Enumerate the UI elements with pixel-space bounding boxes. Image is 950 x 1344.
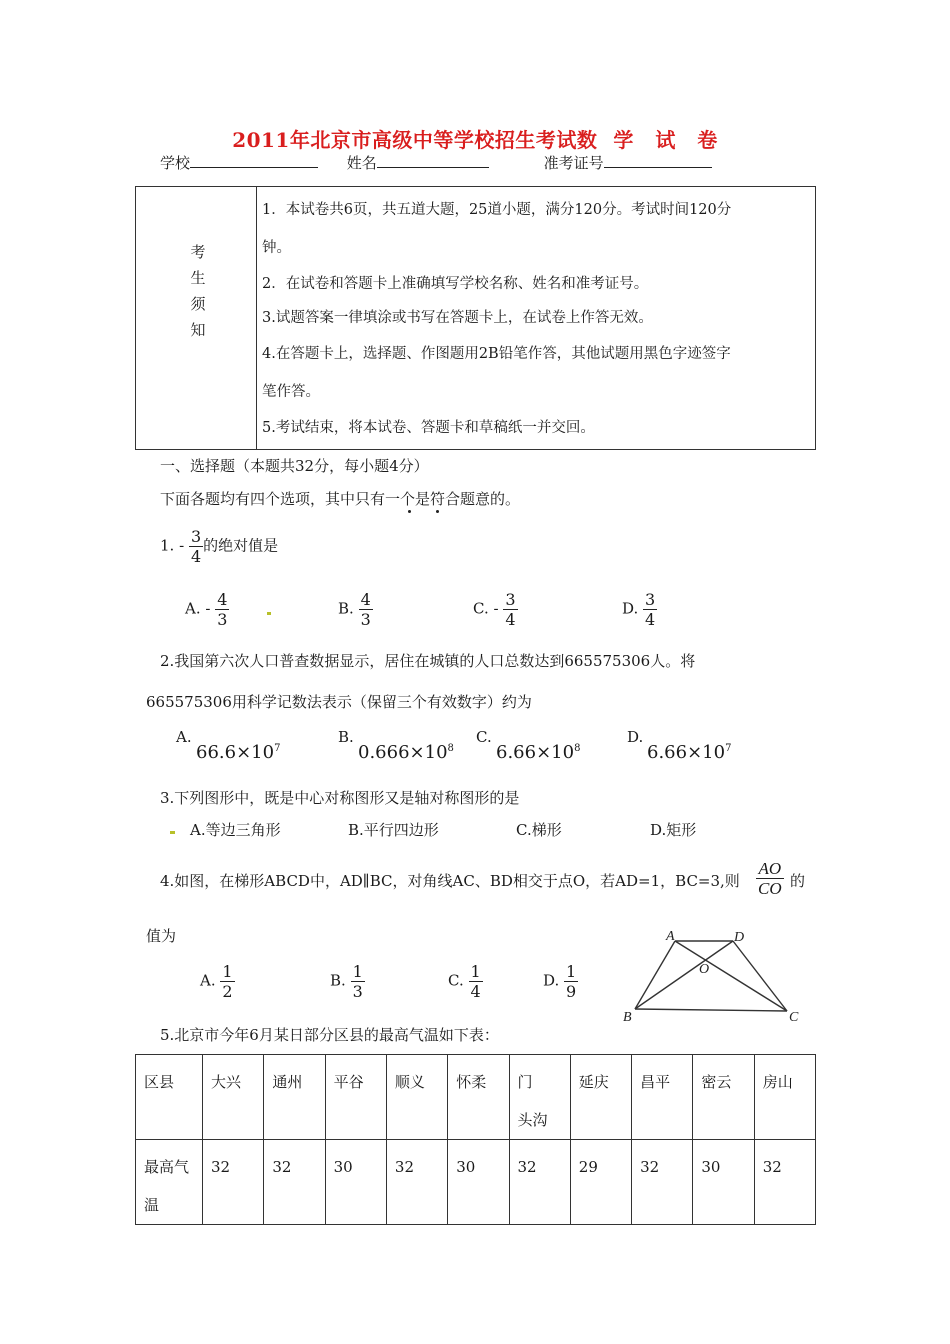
q4-suffix: 的 xyxy=(790,872,806,890)
frac-denominator: 3 xyxy=(217,610,228,629)
q1-suffix: 的绝对值是 xyxy=(203,536,279,555)
q5-text: 5.北京市今年6月某日部分区县的最高气温如下表： xyxy=(160,1026,499,1044)
q2-option-c[interactable] xyxy=(476,728,580,763)
school-blank xyxy=(190,153,318,168)
table-cell: 最高气温 xyxy=(136,1140,203,1225)
emphasis-dot xyxy=(436,510,439,513)
table-cell: 30 xyxy=(448,1140,509,1225)
table-cell: 32 xyxy=(509,1140,570,1225)
section-heading: 一、选择题（本题共32分，每小题4分） xyxy=(160,457,429,475)
q3-option-c[interactable]: C.梯形 xyxy=(516,821,562,839)
frac-denominator: 4 xyxy=(190,547,202,566)
option-fraction xyxy=(220,962,234,1001)
option-label: A. xyxy=(176,728,192,746)
title-main: 2011年北京市高级中等学校招生考试数 xyxy=(232,128,598,152)
q1-option-a[interactable] xyxy=(185,590,229,629)
notice-item: 3.试题答案一律填涂或书写在答题卡上，在试卷上作答无效。 xyxy=(262,310,653,326)
question-1 xyxy=(160,527,278,566)
table-cell: 30 xyxy=(693,1140,754,1225)
q3-option-d[interactable]: D.矩形 xyxy=(650,821,697,839)
frac-numerator: 1 xyxy=(470,962,481,981)
option-label: C. xyxy=(476,728,492,746)
frac-numerator: 3 xyxy=(645,590,656,609)
q1-prefix: 1. - xyxy=(160,536,185,555)
q3-option-a[interactable]: A.等边三角形 xyxy=(190,821,281,839)
temperature-table xyxy=(135,1054,816,1225)
table-cell: 30 xyxy=(325,1140,386,1225)
exam-id-blank xyxy=(604,153,712,168)
sci-base: 6.66×10 xyxy=(647,742,726,763)
notice-label-char: 知 xyxy=(190,321,206,339)
notice-label-char: 生 xyxy=(190,269,206,287)
notice-item: 1．本试卷共6页，共五道大题，25道小题，满分120分。考试时间120分 xyxy=(262,202,732,218)
option-fraction xyxy=(469,962,483,1001)
option-label: C. xyxy=(448,971,464,990)
q2-option-a[interactable] xyxy=(176,728,280,763)
option-label: D. xyxy=(543,971,560,990)
q4-text: 4.如图，在梯形ABCD中，AD∥BC，对角线AC、BD相交于点O，若AD=1，BC=3,则 xyxy=(160,872,740,890)
notice-item: 钟。 xyxy=(262,240,291,256)
frac-denominator: 4 xyxy=(470,982,481,1001)
option-label: D. xyxy=(627,728,644,746)
title-rest: 学 试 卷 xyxy=(613,128,718,152)
frac-numerator: 4 xyxy=(217,590,228,609)
frac-denominator: 3 xyxy=(352,982,363,1001)
q1-option-d[interactable] xyxy=(622,590,657,629)
option-label: A. - xyxy=(185,599,211,618)
table-cell: 怀柔 xyxy=(448,1055,509,1140)
frac-numerator: 3 xyxy=(505,590,516,609)
table-cell: 密云 xyxy=(693,1055,754,1140)
side-dc xyxy=(733,941,787,1011)
q4-line-2: 值为 xyxy=(146,927,177,945)
table-cell: 通州 xyxy=(264,1055,325,1140)
q4-option-a[interactable] xyxy=(200,962,235,1001)
option-label: B. xyxy=(338,728,354,746)
trapezoid-figure xyxy=(615,925,815,1025)
option-fraction xyxy=(359,590,373,629)
notice-label-char: 考 xyxy=(190,243,206,261)
table-header-row xyxy=(136,1055,816,1140)
option-label: B. xyxy=(330,971,346,990)
table-cell: 延庆 xyxy=(570,1055,631,1140)
sci-exponent: 7 xyxy=(274,743,281,754)
option-value xyxy=(196,742,280,763)
q3-option-b[interactable]: B.平行四边形 xyxy=(348,821,439,839)
table-cell: 32 xyxy=(203,1140,264,1225)
notice-vertical-label xyxy=(188,239,208,343)
frac-denominator: 3 xyxy=(360,610,371,629)
student-info-line xyxy=(160,152,712,173)
table-cell: 门 头沟 xyxy=(509,1055,570,1140)
frac-denominator: 4 xyxy=(505,610,516,629)
table-cell: 32 xyxy=(264,1140,325,1225)
option-fraction xyxy=(503,590,517,629)
frac-numerator: AO xyxy=(756,859,784,879)
sci-base: 6.66×10 xyxy=(496,742,575,763)
emphasis-dot xyxy=(408,510,411,513)
notice-label-cell xyxy=(136,187,257,449)
frac-denominator: CO xyxy=(758,879,782,898)
option-fraction xyxy=(351,962,365,1001)
notice-items xyxy=(262,191,812,445)
notice-label-char: 须 xyxy=(190,295,206,313)
option-fraction xyxy=(564,962,578,1001)
frac-denominator: 4 xyxy=(645,610,656,629)
vertex-label-b: B xyxy=(623,1010,632,1025)
school-label: 学校 xyxy=(160,154,191,172)
notice-item: 2．在试卷和答题卡上准确填写学校名称、姓名和准考证号。 xyxy=(262,276,649,292)
stray-mark xyxy=(267,612,271,615)
q4-ratio xyxy=(756,859,784,898)
option-fraction xyxy=(643,590,657,629)
frac-numerator: 1 xyxy=(352,962,363,981)
table-cell: 平谷 xyxy=(325,1055,386,1140)
frac-numerator: 1 xyxy=(566,962,577,981)
side-bc xyxy=(635,1009,787,1011)
table-cell: 32 xyxy=(754,1140,815,1225)
frac-numerator: 3 xyxy=(190,527,202,546)
diagonal-bd xyxy=(635,941,733,1009)
exam-notice-box xyxy=(135,186,816,450)
table-cell: 29 xyxy=(570,1140,631,1225)
q1-option-b[interactable] xyxy=(338,590,373,629)
name-label: 姓名 xyxy=(346,154,377,172)
table-cell: 32 xyxy=(386,1140,447,1225)
q4-fraction xyxy=(756,859,784,898)
option-value xyxy=(496,742,580,763)
sci-exponent: 8 xyxy=(574,743,581,754)
q2-option-d[interactable] xyxy=(627,728,731,763)
q2-line-2: 665575306用科学记数法表示（保留三个有效数字）约为 xyxy=(146,693,532,711)
q1-option-c[interactable] xyxy=(473,590,518,629)
name-blank xyxy=(377,153,489,168)
table-cell: 顺义 xyxy=(386,1055,447,1140)
option-fraction xyxy=(215,590,229,629)
side-ab xyxy=(635,941,675,1009)
table-cell: 大兴 xyxy=(203,1055,264,1140)
section-instruction: 下面各题均有四个选项，其中只有一个是符合题意的。 xyxy=(160,490,521,508)
notice-item: 4.在答题卡上，选择题、作图题用2B铅笔作答，其他试题用黑色字迹签字 xyxy=(262,346,731,362)
q4-option-c[interactable] xyxy=(448,962,483,1001)
option-label: B. xyxy=(338,599,354,618)
option-label: C. - xyxy=(473,599,499,618)
table-cell: 昌平 xyxy=(632,1055,693,1140)
stray-mark xyxy=(170,831,175,834)
q1-fraction xyxy=(189,527,203,566)
sci-exponent: 8 xyxy=(447,743,454,754)
exam-id-label: 准考证号 xyxy=(543,154,604,172)
sci-base: 0.666×10 xyxy=(358,742,448,763)
q4-option-b[interactable] xyxy=(330,962,365,1001)
table-cell: 32 xyxy=(632,1140,693,1225)
vertex-label-o: O xyxy=(699,962,710,977)
vertex-label-c: C xyxy=(789,1010,799,1025)
vertex-label-d: D xyxy=(734,930,745,945)
option-label: D. xyxy=(622,599,639,618)
vertex-label-a: A xyxy=(666,929,675,944)
option-label: A. xyxy=(200,971,216,990)
frac-numerator: 4 xyxy=(360,590,371,609)
q4-option-d[interactable] xyxy=(543,962,578,1001)
option-value xyxy=(647,742,731,763)
q2-line-1: 2.我国第六次人口普查数据显示，居住在城镇的人口总数达到665575306人。将 xyxy=(160,652,696,670)
frac-denominator: 2 xyxy=(222,982,233,1001)
page-title xyxy=(0,124,950,153)
sci-exponent: 7 xyxy=(725,743,732,754)
q2-option-b[interactable] xyxy=(338,728,454,763)
frac-denominator: 9 xyxy=(566,982,577,1001)
table-cell: 房山 xyxy=(754,1055,815,1140)
table-cell: 区县 xyxy=(136,1055,203,1140)
table-row xyxy=(136,1140,816,1225)
option-value xyxy=(358,742,454,763)
frac-numerator: 1 xyxy=(222,962,233,981)
notice-item: 5.考试结束，将本试卷、答题卡和草稿纸一并交回。 xyxy=(262,420,595,436)
notice-item: 笔作答。 xyxy=(262,384,320,400)
sci-base: 66.6×10 xyxy=(196,742,275,763)
q3-text: 3.下列图形中，既是中心对称图形又是轴对称图形的是 xyxy=(160,789,520,807)
diagonal-ac xyxy=(675,941,787,1011)
